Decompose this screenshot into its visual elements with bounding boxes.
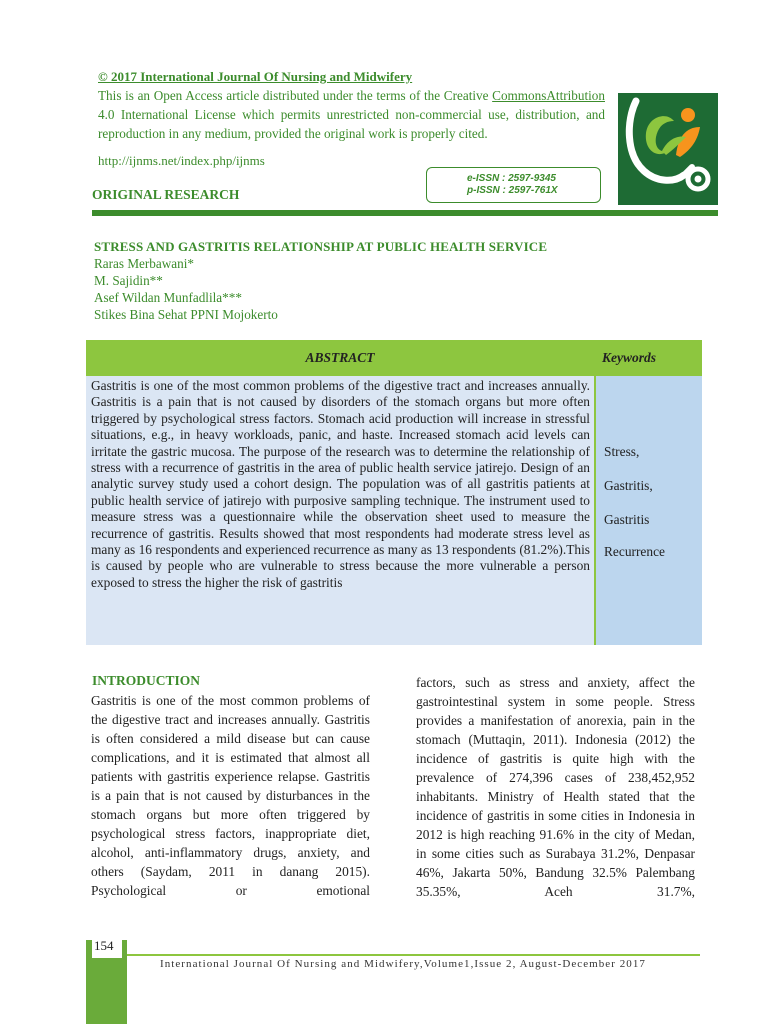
license-text-part1: This is an Open Access article distributed under the terms of the Creative [98,88,493,103]
journal-logo-stethoscope-icon [618,93,718,205]
e-issn: e-ISSN : 2597-9345 [467,173,556,184]
article-title: STRESS AND GASTRITIS RELATIONSHIP AT PUBLIC HEALTH SERVICE [94,239,548,254]
introduction-heading: INTRODUCTION [92,673,201,688]
p-issn: p-ISSN : 2597-761X [467,185,558,196]
keyword-4: Recurrence [604,544,665,559]
logo-graphic [618,93,718,205]
introduction-left-column: Gastritis is one of the most common problems of the digestive tract and increases annually. Gastritis is often considered a mild disease but can cause complications, and it is estimated that almost all patients with gastritis experience relapse. Gastritis is a pain that is not caused by disturbances in the stomach organs but more often triggered by psychological stress factors, inappropriate diet, alcohol, anti-inflammatory drugs, anxiety, and others (Saydam, 2011 in danang 2015). Psychological or emotional [91,693,370,898]
license-statement [98,86,605,143]
author-3: Asef Wildan Munfadlila*** [94,290,242,305]
introduction-right-column: factors, such as stress and anxiety, affect the gastrointestinal system in some people. Stress provides a manifestation of anorexia, pain in the stomach (Muttaqin, 2011). Indonesia (2012) the incidence of gastritis is quite high with the prevalence of 274,396 cases of 238,452,952 inhabitants. Ministry of Health stated that the incidence of gastritis in some cities in Indonesia in 2012 is high reaching 91.6% in the city of Medan, in some cities such as Surabaya 31.2%, Denpasar 46%, Jakarta 50%, Bandung 32.5% Palembang 35.35%, Aceh 31.7%, [416,675,695,899]
header-divider [92,210,718,216]
keywords-heading: Keywords [602,350,656,365]
keyword-3: Gastritis [604,512,650,527]
keyword-2: Gastritis, [604,478,653,493]
affiliation: Stikes Bina Sehat PPNI Mojokerto [94,307,278,322]
page-number: 154 [94,938,114,953]
copyright-notice[interactable]: © 2017 International Journal Of Nursing and Midwifery [98,69,413,84]
author-list [94,255,278,323]
abstract-header [86,340,702,376]
footer-divider [127,954,700,956]
license-text-part2: 4.0 International License which permits unrestricted non-commercial use, distribution, and reproduction in any medium, provided the original work is properly cited. [98,107,605,141]
author-2: M. Sajidin** [94,273,163,288]
journal-url[interactable]: http://ijnms.net/index.php/ijnms [98,153,265,168]
abstract-text: Gastritis is one of the most common problems of the digestive tract and increases annually. Gastritis is a pain that is not caused by disorders of the stomach organs but more often triggered by psychological stress factors. Stomach acid production will increase in stressful situations, e.g., in heavy workloads, panic, and haste. Increased stomach acid levels can irritate the gastric mucosa. The purpose of the research was to determine the relationship of stress with a recurrence of gastritis in the area of public health service jatirejo. Design of an analytic survey study used a cohort design. The population was of all gastritis patients at public health service of jatirejo with purposive sampling technique. The instrument used to measure stress was a questionnaire while the observation sheet used to measure the recurrence of gastritis. Results showed that most respondents had moderate stress level as many as 16 respondents and experienced recurrence as many as 13 respondents (81.2%).This is caused by people who are vulnerable to stress because the more vulnerable a person exposed to stress the higher the risk of gastritis [91,378,591,590]
abstract-heading: ABSTRACT [305,350,375,365]
abstract-body [86,376,594,645]
license-link[interactable]: CommonsAttribution [492,88,605,103]
issn-box [426,167,601,203]
keywords-panel [596,376,702,645]
author-1: Raras Merbawani* [94,256,194,271]
journal-footer: International Journal Of Nursing and Midwifery,Volume1,Issue 2, August-December 2017 [160,958,646,970]
keyword-1: Stress, [604,444,640,459]
section-label: ORIGINAL RESEARCH [92,187,240,202]
